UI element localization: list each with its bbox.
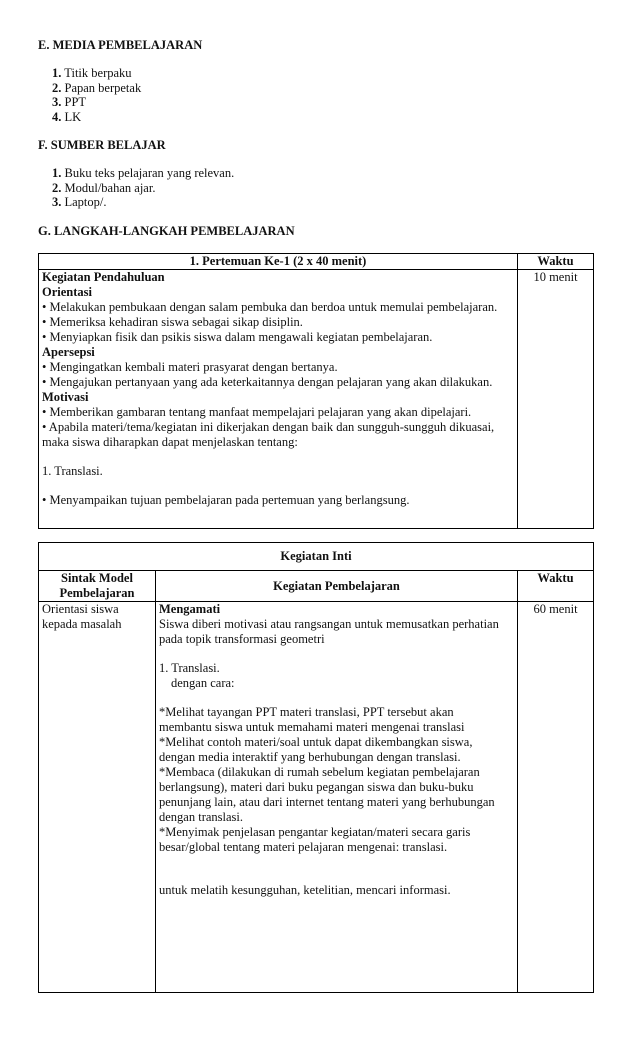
meeting-table xyxy=(38,253,594,529)
closing-line: untuk melatih kesungguhan, ketelitian, mencari informasi. xyxy=(159,883,451,897)
waktu-header: Waktu xyxy=(518,571,594,602)
waktu-value: 10 menit xyxy=(518,270,594,529)
kegiatan-header: Kegiatan Pembelajaran xyxy=(156,571,518,602)
list-item: • Mengingatkan kembali materi prasyarat dengan bertanya. xyxy=(42,360,338,374)
list-item: • Mengajukan pertanyaan yang ada keterkaitannya dengan pelajaran yang akan dilakukan. xyxy=(42,375,493,389)
sintak-header: Sintak Model Pembelajaran xyxy=(39,571,156,602)
step-line: membantu siswa untuk memahami materi mengenai translasi xyxy=(159,720,465,734)
intro-line: Siswa diberi motivasi atau rangsangan untuk memusatkan perhatian xyxy=(159,617,499,631)
step-line: *Menyimak penjelasan pengantar kegiatan/materi secara garis xyxy=(159,825,471,839)
list-item: 3. Laptop/. xyxy=(52,195,107,209)
step-line: dengan media interaktif yang berhubungan dengan translasi. xyxy=(159,750,461,764)
mengamati-label: Mengamati xyxy=(159,602,221,616)
list-item: • Memberikan gambaran tentang manfaat mempelajari pelajaran yang akan dipelajari. xyxy=(42,405,472,419)
section-f-title: F. SUMBER BELAJAR xyxy=(38,138,166,152)
meeting-header: 1. Pertemuan Ke-1 (2 x 40 menit) xyxy=(39,254,518,270)
list-item: • Apabila materi/tema/kegiatan ini dikerjakan dengan baik dan sungguh-sungguh dikuasai, xyxy=(42,420,495,434)
list-item: • Memeriksa kehadiran siswa sebagai sikap disiplin. xyxy=(42,315,303,329)
kegiatan-cell xyxy=(156,602,518,993)
dengan-cara: dengan cara: xyxy=(171,676,235,690)
list-item: 3. PPT xyxy=(52,95,87,109)
tujuan-item: • Menyampaikan tujuan pembelajaran pada pertemuan yang berlangsung. xyxy=(42,493,410,507)
motivasi-label: Motivasi xyxy=(42,390,89,404)
step-line: *Melihat contoh materi/soal untuk dapat dikembangkan siswa, xyxy=(159,735,473,749)
list-item: • Menyiapkan fisik dan psikis siswa dalam mengawali kegiatan pembelajaran. xyxy=(42,330,433,344)
section-e-title: E. MEDIA PEMBELAJARAN xyxy=(38,38,203,52)
pendahuluan-cell xyxy=(39,270,518,529)
kegiatan-pendahuluan-label: Kegiatan Pendahuluan xyxy=(42,270,165,284)
list-item: 1. Buku teks pelajaran yang relevan. xyxy=(52,166,235,180)
media-list xyxy=(38,66,141,124)
translasi-item: 1. Translasi. xyxy=(42,464,103,478)
waktu-header: Waktu xyxy=(518,254,594,270)
step-line: *Melihat tayangan PPT materi translasi, PPT tersebut akan xyxy=(159,705,454,719)
kegiatan-inti-title: Kegiatan Inti xyxy=(39,543,594,571)
list-item: 2. Papan berpetak xyxy=(52,80,142,95)
source-list xyxy=(38,166,234,210)
step-line: *Membaca (dilakukan di rumah sebelum kegiatan pembelajaran xyxy=(159,765,480,779)
step-line: penunjang lain, atau dari internet tentang materi yang berhubungan xyxy=(159,795,495,809)
sintak-line: kepada masalah xyxy=(42,617,122,631)
apersepsi-label: Apersepsi xyxy=(42,345,95,359)
step-line: dengan translasi. xyxy=(159,810,244,824)
list-item: maka siswa diharapkan dapat menjelaskan tentang: xyxy=(42,435,298,449)
translasi-item: 1. Translasi. xyxy=(159,661,220,675)
list-item: • Melakukan pembukaan dengan salam pembuka dan berdoa untuk memulai pembelajaran. xyxy=(42,300,498,314)
list-item: 2. Modul/bahan ajar. xyxy=(52,180,156,195)
step-line: berlangsung), materi dari buku pegangan siswa dan buku-buku xyxy=(159,780,474,794)
list-item: 1. Titik berpaku xyxy=(52,66,132,80)
section-g-title: G. LANGKAH-LANGKAH PEMBELAJARAN xyxy=(38,224,295,238)
orientasi-label: Orientasi xyxy=(42,285,92,299)
intro-line: pada topik transformasi geometri xyxy=(159,632,325,646)
list-item: 4. LK xyxy=(52,109,82,124)
kegiatan-inti-table xyxy=(38,542,594,993)
sintak-line: Orientasi siswa xyxy=(42,602,119,616)
step-line: besar/global tentang materi pelajaran mengenai: translasi. xyxy=(159,840,448,854)
sintak-cell xyxy=(39,602,156,993)
waktu-value: 60 menit xyxy=(518,602,594,993)
